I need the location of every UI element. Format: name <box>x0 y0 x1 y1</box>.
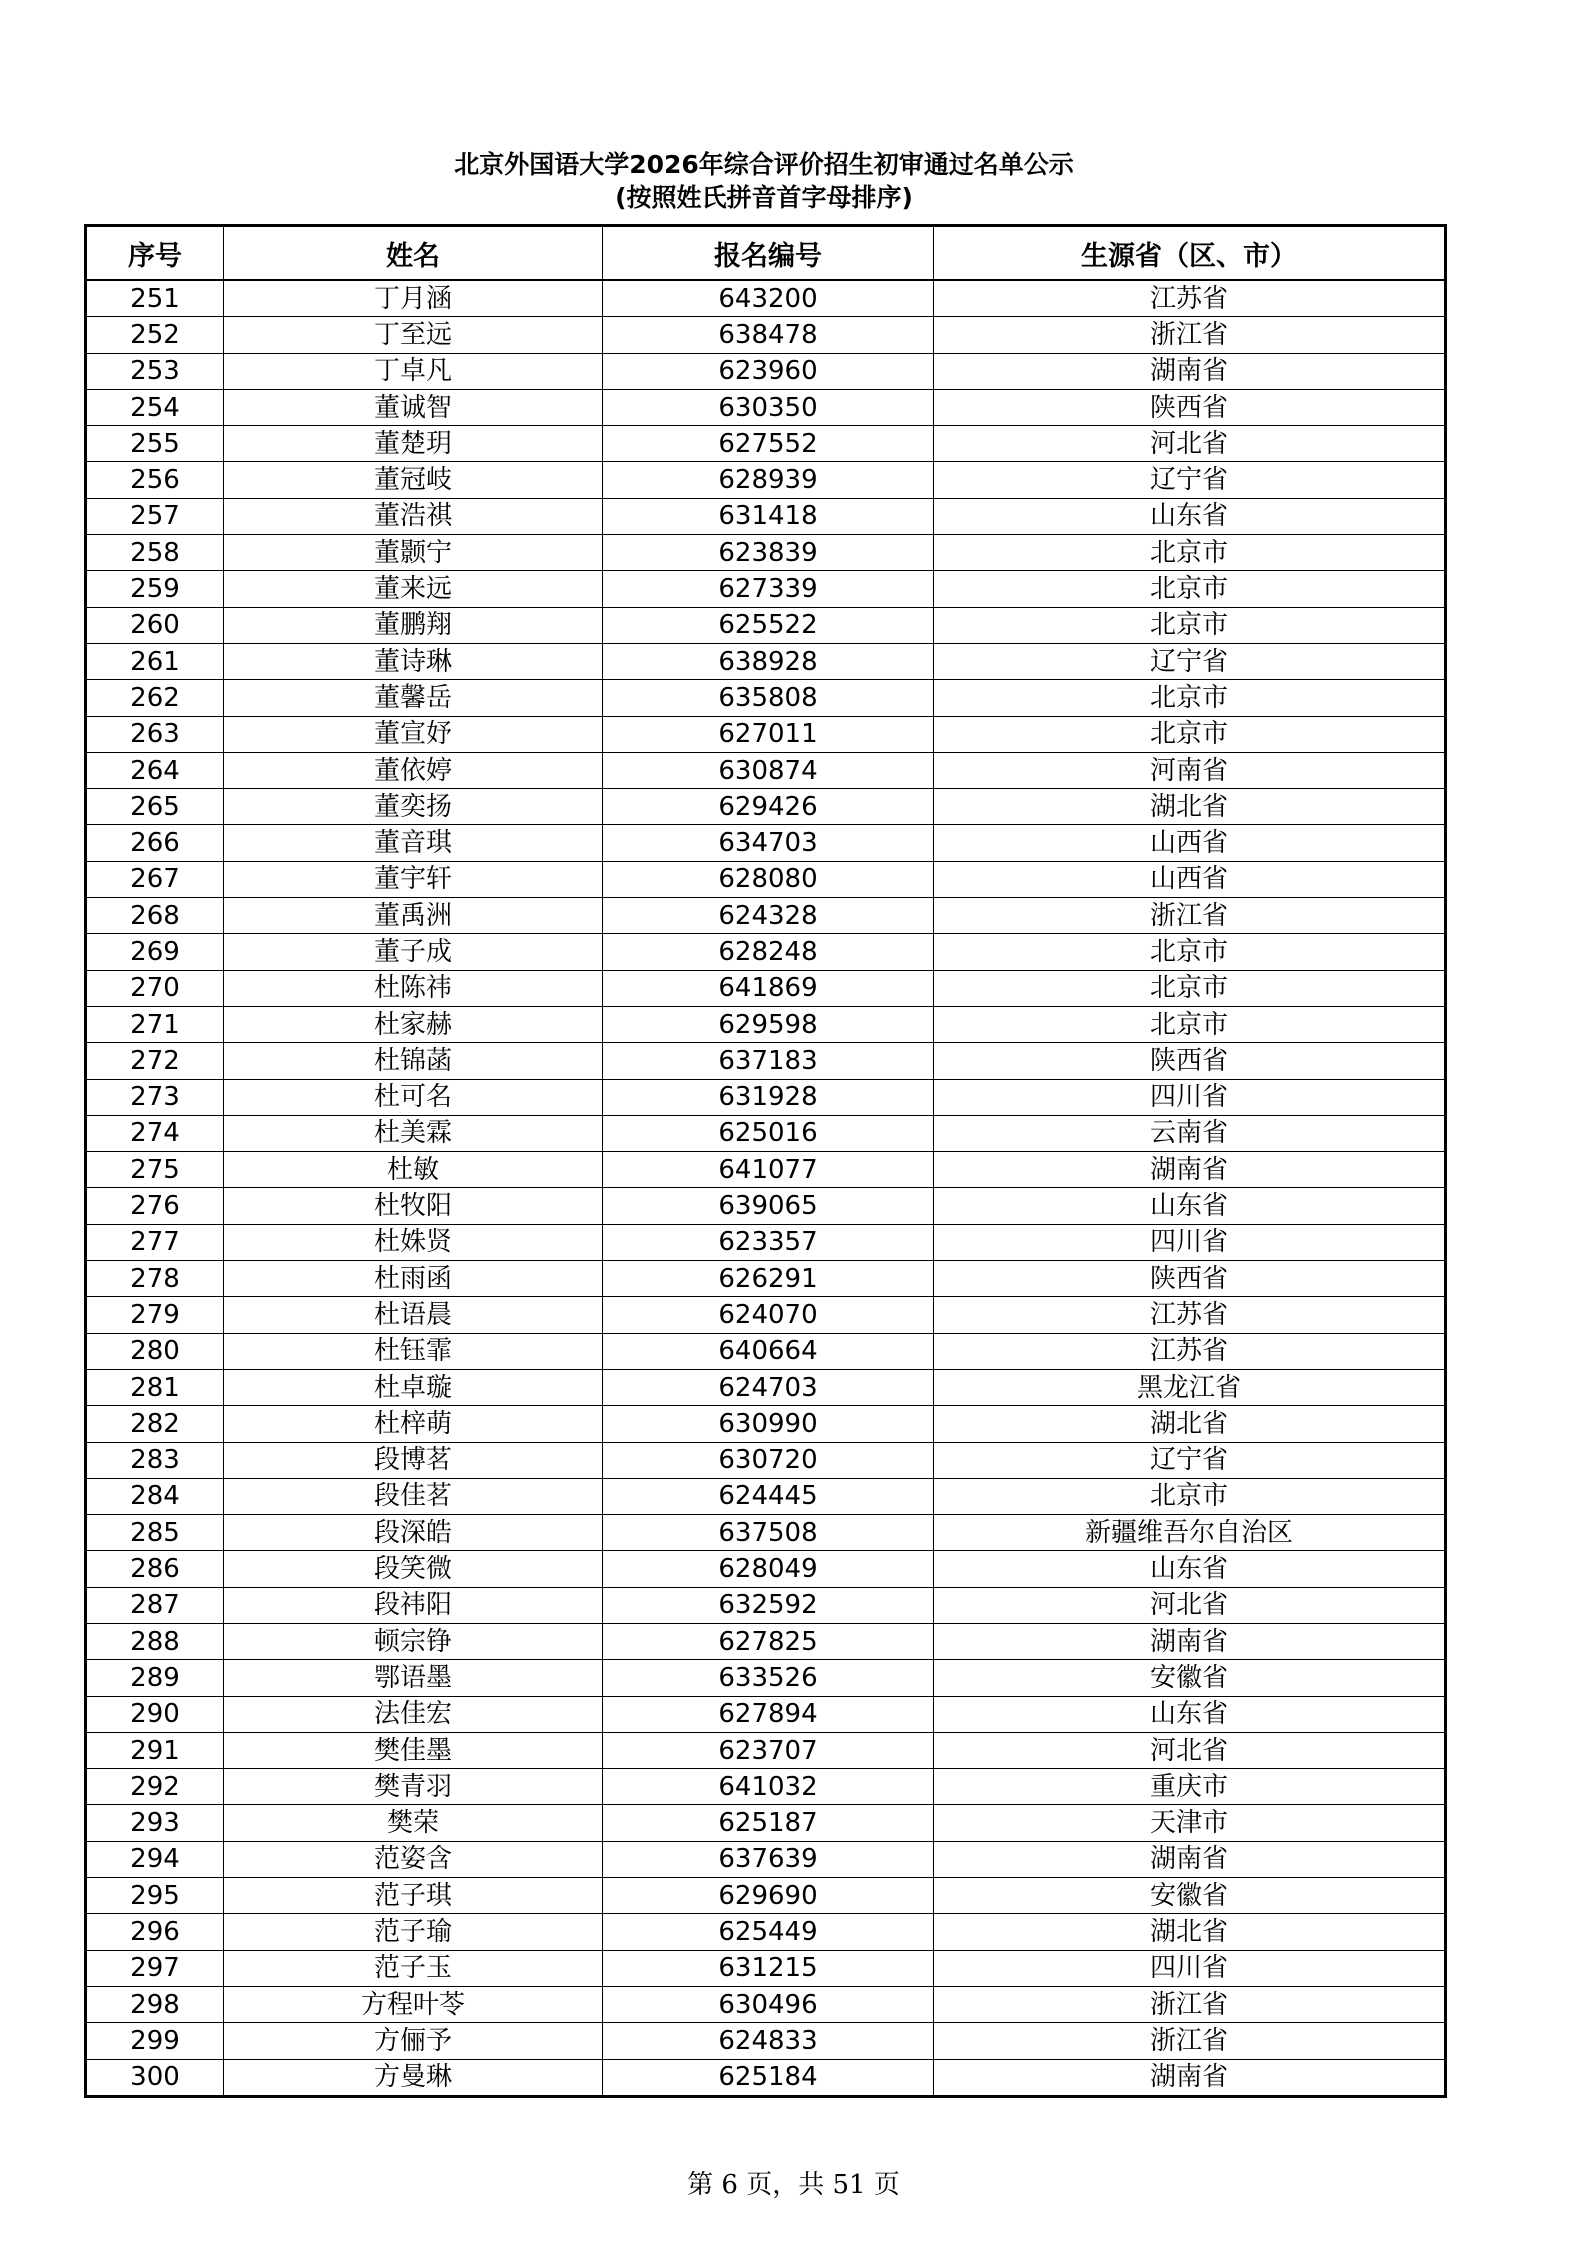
cell-province: 陕西省 <box>934 1043 1446 1079</box>
cell-index: 289 <box>86 1660 224 1696</box>
table-row <box>86 353 1446 389</box>
cell-name: 董来远 <box>224 571 603 607</box>
cell-name: 段笑微 <box>224 1551 603 1587</box>
cell-province: 北京市 <box>934 934 1446 970</box>
cell-name: 董颢宁 <box>224 535 603 571</box>
table-row <box>86 1950 1446 1986</box>
table-row <box>86 1115 1446 1151</box>
cell-index: 260 <box>86 607 224 643</box>
cell-name: 杜语晨 <box>224 1297 603 1333</box>
cell-registration-number: 629426 <box>603 789 934 825</box>
table-row <box>86 2059 1446 2096</box>
cell-registration-number: 641869 <box>603 970 934 1006</box>
cell-name: 段佳茗 <box>224 1478 603 1514</box>
cell-index: 296 <box>86 1914 224 1950</box>
cell-registration-number: 630990 <box>603 1406 934 1442</box>
cell-registration-number: 629598 <box>603 1006 934 1042</box>
cell-province: 湖南省 <box>934 1841 1446 1877</box>
admission-list-table <box>84 224 1447 2098</box>
cell-index: 300 <box>86 2059 224 2096</box>
cell-registration-number: 641032 <box>603 1769 934 1805</box>
table-row <box>86 1152 1446 1188</box>
cell-index: 266 <box>86 825 224 861</box>
cell-name: 樊荣 <box>224 1805 603 1841</box>
cell-name: 杜可名 <box>224 1079 603 1115</box>
cell-name: 杜敏 <box>224 1152 603 1188</box>
table-row <box>86 1696 1446 1732</box>
cell-name: 杜家赫 <box>224 1006 603 1042</box>
cell-index: 274 <box>86 1115 224 1151</box>
cell-index: 292 <box>86 1769 224 1805</box>
cell-registration-number: 624070 <box>603 1297 934 1333</box>
cell-registration-number: 629690 <box>603 1878 934 1914</box>
table-row <box>86 1769 1446 1805</box>
document-subtitle: (按照姓氏拼音首字母排序) <box>615 183 913 212</box>
cell-registration-number: 630496 <box>603 1986 934 2022</box>
cell-index: 270 <box>86 970 224 1006</box>
cell-province: 江苏省 <box>934 1333 1446 1369</box>
cell-name: 杜锦菡 <box>224 1043 603 1079</box>
cell-registration-number: 626291 <box>603 1261 934 1297</box>
cell-registration-number: 631418 <box>603 498 934 534</box>
cell-province: 重庆市 <box>934 1769 1446 1805</box>
cell-name: 董冠岐 <box>224 462 603 498</box>
cell-name: 杜梓萌 <box>224 1406 603 1442</box>
table-row <box>86 643 1446 679</box>
cell-index: 280 <box>86 1333 224 1369</box>
table-row <box>86 1369 1446 1405</box>
cell-registration-number: 635808 <box>603 680 934 716</box>
cell-index: 263 <box>86 716 224 752</box>
cell-registration-number: 628248 <box>603 934 934 970</box>
cell-registration-number: 623839 <box>603 535 934 571</box>
cell-index: 269 <box>86 934 224 970</box>
cell-index: 290 <box>86 1696 224 1732</box>
cell-registration-number: 625449 <box>603 1914 934 1950</box>
cell-province: 北京市 <box>934 571 1446 607</box>
table-row <box>86 1623 1446 1659</box>
cell-registration-number: 638928 <box>603 643 934 679</box>
cell-index: 297 <box>86 1950 224 1986</box>
cell-index: 251 <box>86 280 224 317</box>
cell-province: 北京市 <box>934 970 1446 1006</box>
table-row <box>86 825 1446 861</box>
header-province: 生源省（区、市） <box>934 226 1446 281</box>
cell-name: 樊青羽 <box>224 1769 603 1805</box>
table-row <box>86 934 1446 970</box>
cell-registration-number: 632592 <box>603 1587 934 1623</box>
table-row <box>86 1043 1446 1079</box>
table-row <box>86 1333 1446 1369</box>
cell-province: 安徽省 <box>934 1878 1446 1914</box>
cell-province: 湖南省 <box>934 2059 1446 2096</box>
cell-name: 董音琪 <box>224 825 603 861</box>
table-row <box>86 1841 1446 1877</box>
cell-registration-number: 628939 <box>603 462 934 498</box>
table-row <box>86 462 1446 498</box>
cell-province: 山西省 <box>934 825 1446 861</box>
cell-registration-number: 627011 <box>603 716 934 752</box>
cell-province: 湖北省 <box>934 1914 1446 1950</box>
cell-name: 杜雨函 <box>224 1261 603 1297</box>
cell-name: 董馨岳 <box>224 680 603 716</box>
cell-province: 山西省 <box>934 861 1446 897</box>
table-row <box>86 1406 1446 1442</box>
cell-province: 北京市 <box>934 535 1446 571</box>
cell-index: 262 <box>86 680 224 716</box>
cell-index: 287 <box>86 1587 224 1623</box>
table-row <box>86 1805 1446 1841</box>
cell-province: 北京市 <box>934 716 1446 752</box>
document-title: 北京外国语大学2026年综合评价招生初审通过名单公示 <box>454 150 1074 179</box>
cell-province: 陕西省 <box>934 389 1446 425</box>
cell-province: 辽宁省 <box>934 462 1446 498</box>
cell-name: 鄂语墨 <box>224 1660 603 1696</box>
cell-name: 范子琪 <box>224 1878 603 1914</box>
cell-registration-number: 625184 <box>603 2059 934 2096</box>
cell-province: 新疆维吾尔自治区 <box>934 1515 1446 1551</box>
cell-name: 董鹏翔 <box>224 607 603 643</box>
cell-registration-number: 623357 <box>603 1224 934 1260</box>
cell-province: 山东省 <box>934 1551 1446 1587</box>
table-row <box>86 1478 1446 1514</box>
cell-name: 杜美霖 <box>224 1115 603 1151</box>
cell-registration-number: 631215 <box>603 1950 934 1986</box>
cell-name: 范子玉 <box>224 1950 603 1986</box>
cell-province: 河南省 <box>934 752 1446 788</box>
table-header-row <box>86 226 1446 281</box>
table-row <box>86 607 1446 643</box>
table-row <box>86 680 1446 716</box>
cell-index: 264 <box>86 752 224 788</box>
table-row <box>86 1551 1446 1587</box>
cell-index: 285 <box>86 1515 224 1551</box>
cell-index: 291 <box>86 1732 224 1768</box>
table-row <box>86 1515 1446 1551</box>
cell-index: 253 <box>86 353 224 389</box>
cell-province: 四川省 <box>934 1224 1446 1260</box>
cell-index: 279 <box>86 1297 224 1333</box>
cell-province: 湖北省 <box>934 789 1446 825</box>
cell-registration-number: 634703 <box>603 825 934 861</box>
cell-name: 范子瑜 <box>224 1914 603 1950</box>
cell-name: 杜牧阳 <box>224 1188 603 1224</box>
cell-name: 董诗琳 <box>224 643 603 679</box>
cell-registration-number: 624703 <box>603 1369 934 1405</box>
cell-name: 杜卓璇 <box>224 1369 603 1405</box>
table-row <box>86 1587 1446 1623</box>
cell-name: 杜钰霏 <box>224 1333 603 1369</box>
cell-registration-number: 640664 <box>603 1333 934 1369</box>
cell-index: 278 <box>86 1261 224 1297</box>
cell-province: 湖南省 <box>934 353 1446 389</box>
cell-index: 268 <box>86 898 224 934</box>
cell-province: 山东省 <box>934 498 1446 534</box>
table-row <box>86 1660 1446 1696</box>
cell-index: 286 <box>86 1551 224 1587</box>
cell-index: 283 <box>86 1442 224 1478</box>
table-row <box>86 1224 1446 1260</box>
cell-index: 299 <box>86 2023 224 2059</box>
header-index: 序号 <box>86 226 224 281</box>
cell-index: 298 <box>86 1986 224 2022</box>
cell-index: 277 <box>86 1224 224 1260</box>
cell-province: 天津市 <box>934 1805 1446 1841</box>
table-row <box>86 716 1446 752</box>
table-row <box>86 571 1446 607</box>
cell-province: 云南省 <box>934 1115 1446 1151</box>
cell-registration-number: 637508 <box>603 1515 934 1551</box>
cell-registration-number: 641077 <box>603 1152 934 1188</box>
cell-province: 浙江省 <box>934 898 1446 934</box>
cell-registration-number: 624328 <box>603 898 934 934</box>
cell-province: 浙江省 <box>934 317 1446 353</box>
cell-registration-number: 637639 <box>603 1841 934 1877</box>
cell-name: 董浩祺 <box>224 498 603 534</box>
cell-index: 267 <box>86 861 224 897</box>
cell-index: 255 <box>86 426 224 462</box>
cell-province: 河北省 <box>934 1732 1446 1768</box>
cell-index: 254 <box>86 389 224 425</box>
cell-registration-number: 630874 <box>603 752 934 788</box>
cell-registration-number: 627552 <box>603 426 934 462</box>
cell-index: 295 <box>86 1878 224 1914</box>
cell-province: 河北省 <box>934 1587 1446 1623</box>
table-row <box>86 1188 1446 1224</box>
cell-name: 法佳宏 <box>224 1696 603 1732</box>
cell-name: 范姿含 <box>224 1841 603 1877</box>
cell-name: 董禹洲 <box>224 898 603 934</box>
table-row <box>86 970 1446 1006</box>
table-body <box>86 280 1446 2096</box>
cell-index: 284 <box>86 1478 224 1514</box>
cell-name: 樊佳墨 <box>224 1732 603 1768</box>
cell-registration-number: 623960 <box>603 353 934 389</box>
cell-name: 丁月涵 <box>224 280 603 317</box>
cell-name: 董子成 <box>224 934 603 970</box>
cell-name: 董奕扬 <box>224 789 603 825</box>
cell-registration-number: 625016 <box>603 1115 934 1151</box>
cell-registration-number: 625187 <box>603 1805 934 1841</box>
cell-name: 段深皓 <box>224 1515 603 1551</box>
cell-province: 湖北省 <box>934 1406 1446 1442</box>
table-row <box>86 1442 1446 1478</box>
table-row <box>86 389 1446 425</box>
cell-name: 丁卓凡 <box>224 353 603 389</box>
cell-registration-number: 631928 <box>603 1079 934 1115</box>
header-registration-number: 报名编号 <box>603 226 934 281</box>
cell-name: 丁至远 <box>224 317 603 353</box>
cell-name: 方曼琳 <box>224 2059 603 2096</box>
cell-index: 294 <box>86 1841 224 1877</box>
cell-name: 顿宗铮 <box>224 1623 603 1659</box>
cell-index: 259 <box>86 571 224 607</box>
cell-index: 257 <box>86 498 224 534</box>
cell-name: 方程叶苓 <box>224 1986 603 2022</box>
cell-name: 董宣妤 <box>224 716 603 752</box>
cell-index: 293 <box>86 1805 224 1841</box>
cell-index: 275 <box>86 1152 224 1188</box>
cell-registration-number: 625522 <box>603 607 934 643</box>
cell-index: 258 <box>86 535 224 571</box>
cell-registration-number: 627339 <box>603 571 934 607</box>
cell-index: 265 <box>86 789 224 825</box>
table-row <box>86 1732 1446 1768</box>
table-row <box>86 1079 1446 1115</box>
table-row <box>86 2023 1446 2059</box>
cell-province: 黑龙江省 <box>934 1369 1446 1405</box>
cell-province: 辽宁省 <box>934 643 1446 679</box>
cell-province: 北京市 <box>934 680 1446 716</box>
cell-province: 辽宁省 <box>934 1442 1446 1478</box>
cell-name: 杜姝贤 <box>224 1224 603 1260</box>
table-row <box>86 1986 1446 2022</box>
cell-registration-number: 624833 <box>603 2023 934 2059</box>
cell-province: 山东省 <box>934 1696 1446 1732</box>
cell-name: 段祎阳 <box>224 1587 603 1623</box>
cell-province: 河北省 <box>934 426 1446 462</box>
cell-province: 四川省 <box>934 1950 1446 1986</box>
cell-name: 方俪予 <box>224 2023 603 2059</box>
table-row <box>86 1006 1446 1042</box>
cell-name: 董楚玥 <box>224 426 603 462</box>
cell-index: 273 <box>86 1079 224 1115</box>
cell-province: 湖南省 <box>934 1623 1446 1659</box>
table-row <box>86 535 1446 571</box>
cell-registration-number: 638478 <box>603 317 934 353</box>
cell-province: 北京市 <box>934 1478 1446 1514</box>
cell-registration-number: 637183 <box>603 1043 934 1079</box>
cell-index: 272 <box>86 1043 224 1079</box>
cell-province: 湖南省 <box>934 1152 1446 1188</box>
cell-index: 281 <box>86 1369 224 1405</box>
cell-province: 山东省 <box>934 1188 1446 1224</box>
cell-registration-number: 630350 <box>603 389 934 425</box>
cell-index: 271 <box>86 1006 224 1042</box>
cell-index: 256 <box>86 462 224 498</box>
cell-province: 江苏省 <box>934 280 1446 317</box>
table-row <box>86 1914 1446 1950</box>
table-row <box>86 280 1446 317</box>
cell-registration-number: 623707 <box>603 1732 934 1768</box>
page-footer: 第 6 页，共 51 页 <box>687 2170 900 2200</box>
cell-name: 段博茗 <box>224 1442 603 1478</box>
cell-province: 江苏省 <box>934 1297 1446 1333</box>
cell-registration-number: 628080 <box>603 861 934 897</box>
cell-province: 浙江省 <box>934 2023 1446 2059</box>
cell-index: 282 <box>86 1406 224 1442</box>
table-row <box>86 752 1446 788</box>
table-row <box>86 317 1446 353</box>
cell-registration-number: 639065 <box>603 1188 934 1224</box>
cell-registration-number: 633526 <box>603 1660 934 1696</box>
table-row <box>86 789 1446 825</box>
cell-registration-number: 630720 <box>603 1442 934 1478</box>
cell-province: 四川省 <box>934 1079 1446 1115</box>
header-name: 姓名 <box>224 226 603 281</box>
cell-registration-number: 627894 <box>603 1696 934 1732</box>
cell-index: 252 <box>86 317 224 353</box>
table-row <box>86 1297 1446 1333</box>
cell-registration-number: 643200 <box>603 280 934 317</box>
cell-registration-number: 627825 <box>603 1623 934 1659</box>
table-row <box>86 861 1446 897</box>
cell-name: 杜陈祎 <box>224 970 603 1006</box>
cell-index: 276 <box>86 1188 224 1224</box>
cell-name: 董宇轩 <box>224 861 603 897</box>
table-row <box>86 898 1446 934</box>
table-row <box>86 1878 1446 1914</box>
table-row <box>86 1261 1446 1297</box>
table-row <box>86 426 1446 462</box>
cell-index: 261 <box>86 643 224 679</box>
cell-name: 董诚智 <box>224 389 603 425</box>
table-row <box>86 498 1446 534</box>
cell-name: 董依婷 <box>224 752 603 788</box>
cell-province: 陕西省 <box>934 1261 1446 1297</box>
cell-registration-number: 624445 <box>603 1478 934 1514</box>
cell-index: 288 <box>86 1623 224 1659</box>
cell-registration-number: 628049 <box>603 1551 934 1587</box>
cell-province: 浙江省 <box>934 1986 1446 2022</box>
cell-province: 北京市 <box>934 607 1446 643</box>
cell-province: 安徽省 <box>934 1660 1446 1696</box>
cell-province: 北京市 <box>934 1006 1446 1042</box>
